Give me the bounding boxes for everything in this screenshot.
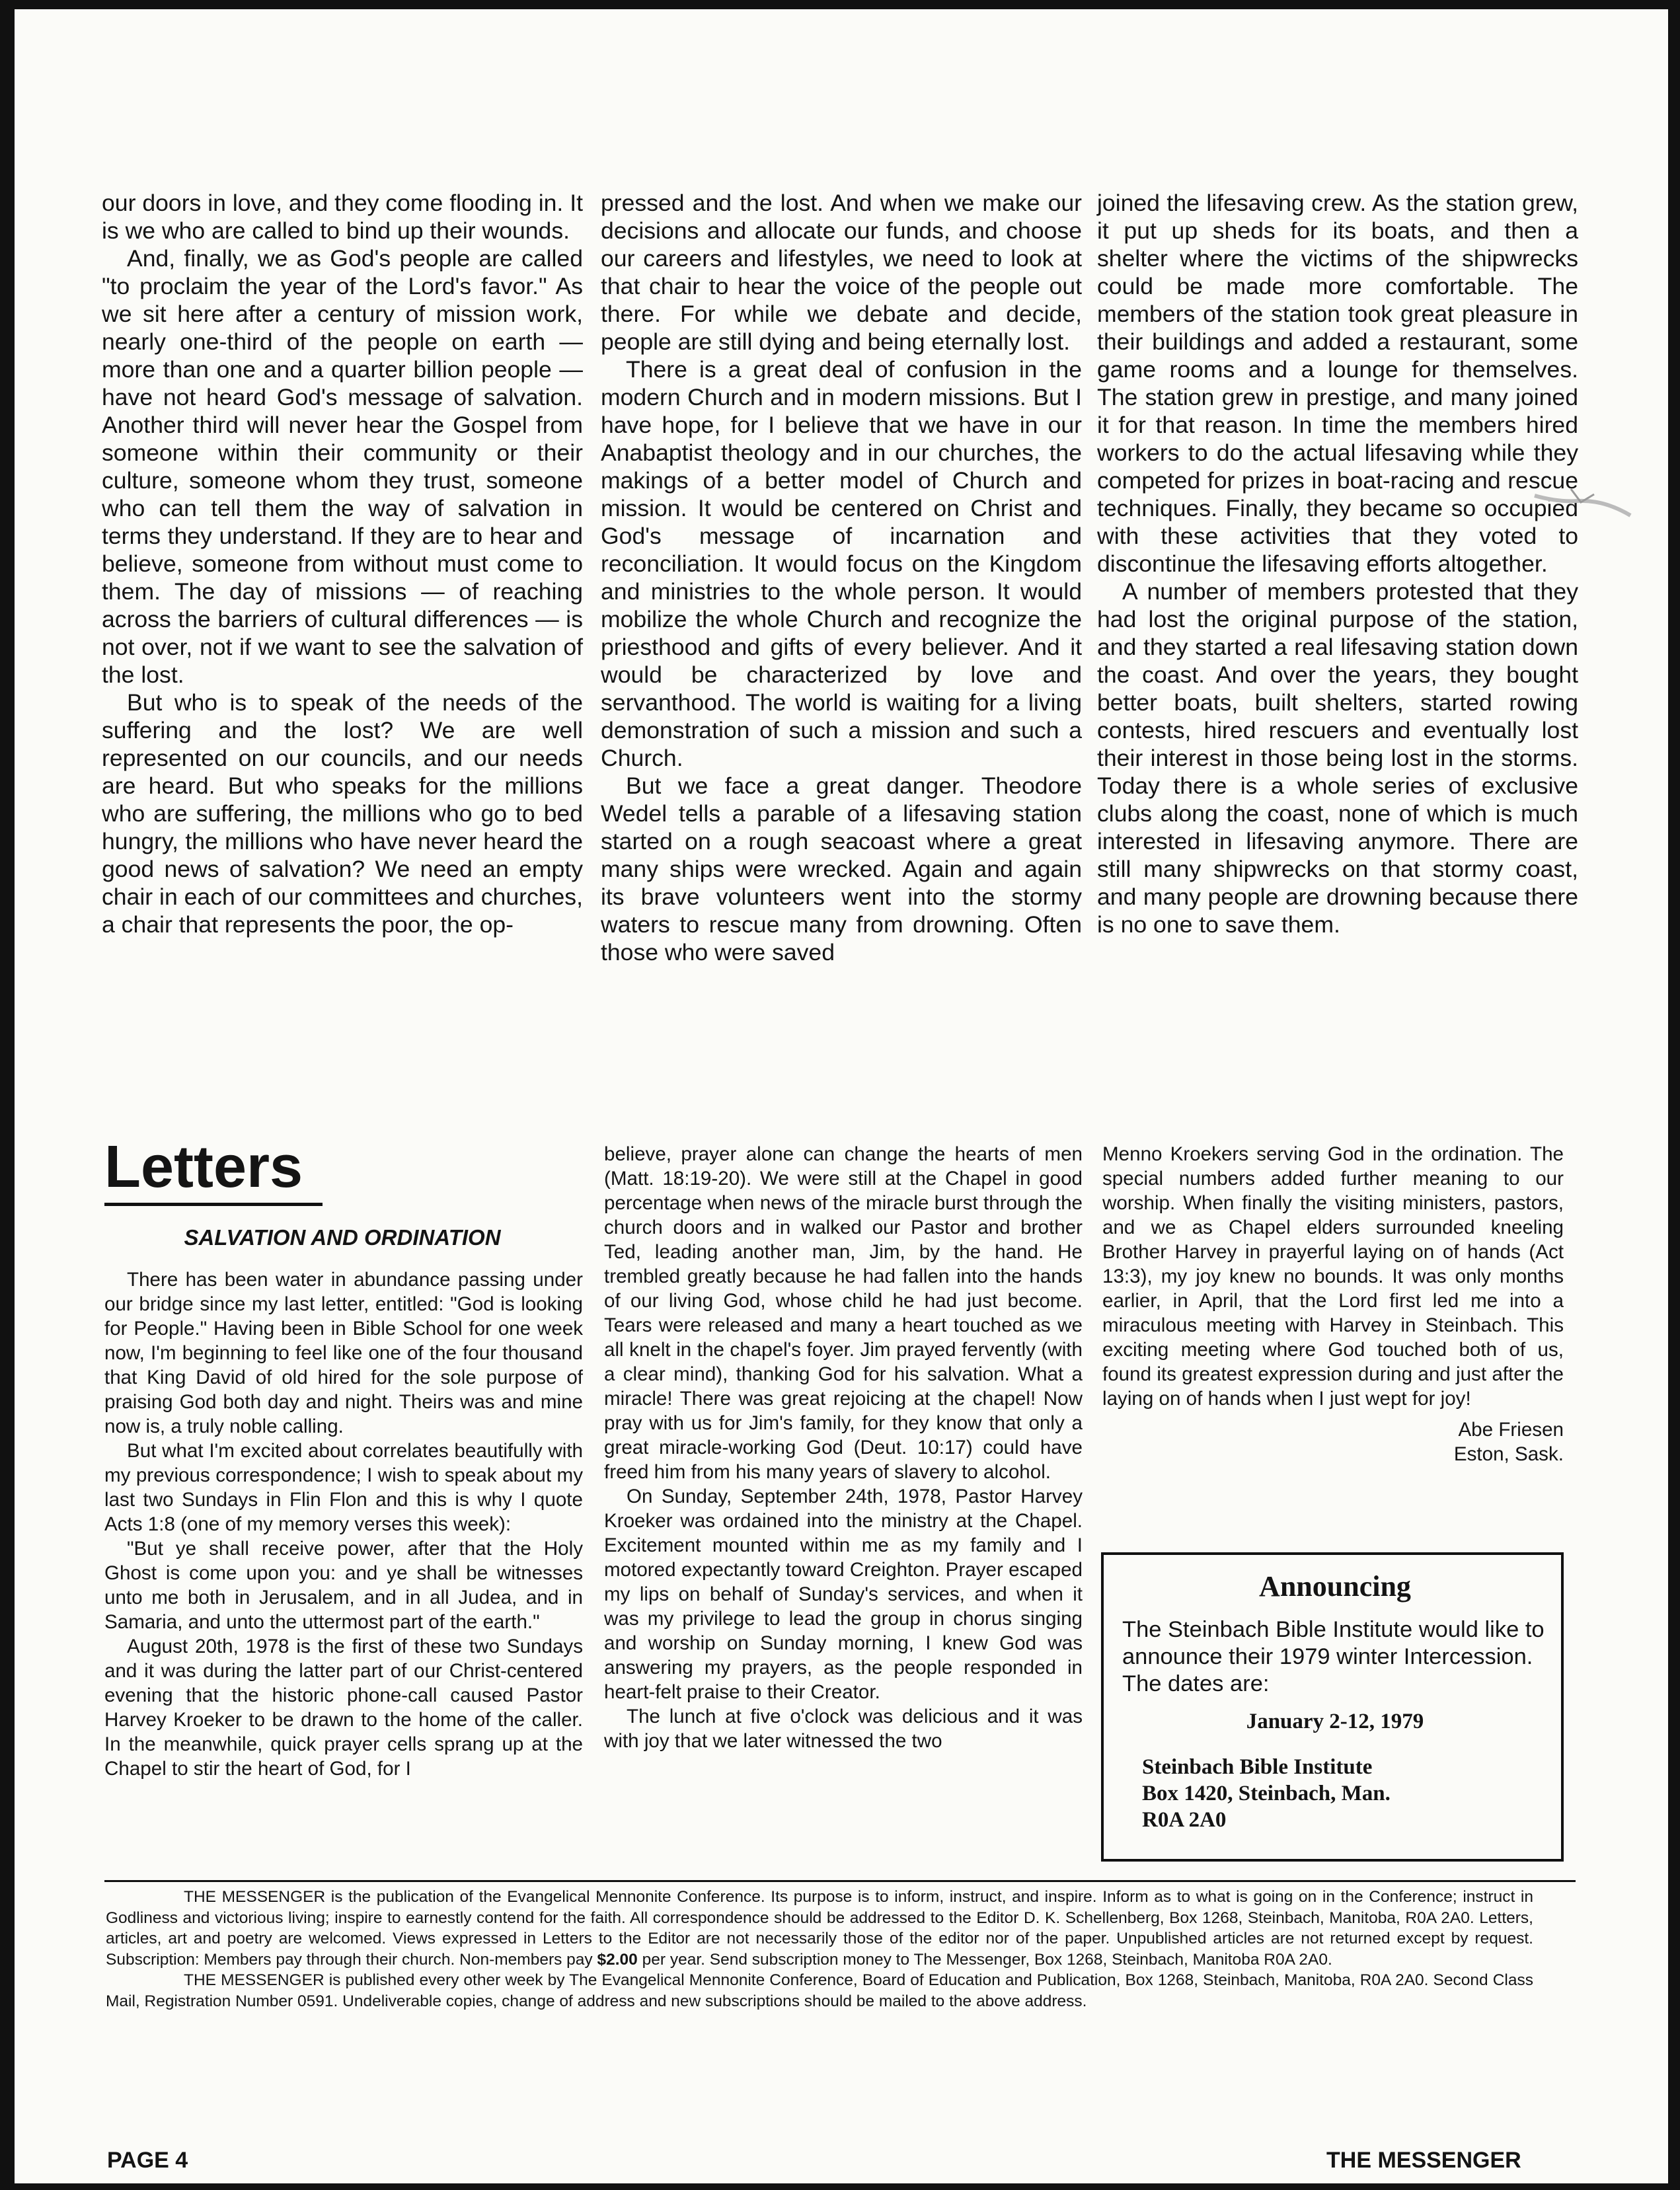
notice-text: THE MESSENGER is the publication of the Evangelical Mennonite Conference. Its purpose is to inform, instruct, and inspire. Inform as to what is going on in the Conference; instruct in Godliness and victorious living; inspire to earnestly contend for the faith. All correspondence should be addressed to the Editor D. K. Schellenberg, Box 1268, Steinbach, Manitoba, R0A 2A0. Letters, articles, art and poetry are welcomed. Views expressed in Letters to the Editor are not necessarily those of the editor nor of the paper. Unpublished articles are not returned except by request. Subscription: Members pay through their church. Non-members pay: [106, 1888, 1533, 1969]
masthead-footer: THE MESSENGER: [1326, 2148, 1521, 2173]
letters-column-1: [104, 1267, 583, 1781]
newspaper-page: [15, 9, 1668, 2183]
letter-subtitle: SALVATION AND ORDINATION: [184, 1225, 501, 1250]
letter-paragraph: Menno Kroekers serving God in the ordination. The special numbers added further meaning to our worship. When finally the visiting ministers, pastors, and we as Chapel elders surrounded kneeling Brother Harvey in prayerful laying on of hands (Act 13:3), my joy knew no bounds. It was only months earlier, in April, that the Lord first led me into a miraculous meeting with Harvey in Steinbach. This exciting meeting where God touched both of us, found its greatest expression during and just after the laying on of hands when I just wept for joy!: [1102, 1143, 1564, 1410]
article-column-1: [102, 189, 583, 938]
letters-heading: Letters: [104, 1134, 323, 1206]
publication-notice: [106, 1887, 1533, 2012]
subscription-price: $2.00: [597, 1950, 638, 1969]
announcement-dates: January 2-12, 1979: [1246, 1710, 1424, 1733]
article-paragraph: pressed and the lost. And when we make our decisions and allocate our funds, and choose our careers and lifestyles, we need to look at that chair to hear the voice of the people out there. For while we debate and decide, people are still dying and being eternally lost.: [601, 190, 1082, 355]
letter-paragraph: "But ye shall receive power, after that the Holy Ghost is come upon you: and ye shall be witnesses unto me both in Jerusalem, and in all Judea, and in Samaria, and unto the uttermost part of the earth.": [104, 1538, 583, 1633]
letters-column-3: [1102, 1142, 1564, 1466]
letters-column-2: [604, 1142, 1083, 1753]
announcement-address-line: Box 1420, Steinbach, Man.: [1142, 1782, 1391, 1805]
article-column-3: [1097, 189, 1578, 938]
signature-name: Abe Friesen: [1458, 1419, 1564, 1441]
notice-paragraph-1: [106, 1887, 1533, 1970]
announcement-address-line: R0A 2A0: [1142, 1808, 1227, 1832]
article-column-2: [601, 189, 1082, 966]
page-number: PAGE 4: [107, 2148, 188, 2173]
letter-paragraph: On Sunday, September 24th, 1978, Pastor Harvey Kroeker was ordained into the ministry at the Chapel. Excitement mounted within me as my family and I motored expectantly toward Creighton. Prayer escaped my lips on behalf of Sunday's services, and when it was my privilege to lead the group in chorus singing and worship on Sunday morning, I knew God was answering my prayers, as the people responded in heart-felt praise to their Creator.: [604, 1486, 1083, 1703]
letter-paragraph: believe, prayer alone can change the hearts of men (Matt. 18:19-20). We were still at the Chapel in good percentage when news of the miracle burst through the church doors and in walked our Pastor and brother Ted, leading another man, Jim, by the hand. He trembled greatly because he had fallen into the hands of our living God, whose child he had just become. Tears were released and many a heart touched as we all knelt in the chapel's foyer. Jim prayed fervently (with a clear mind), thanking God for his salvation. What a miracle! There was great rejoicing at the chapel! Now pray with us for Jim's family, for they know that only a great miracle-working God (Deut. 10:17) could have freed him from his many years of slavery to alcohol.: [604, 1143, 1083, 1483]
letter-paragraph: But what I'm excited about correlates beautifully with my previous correspondence; I wish to speak about my last two Sundays in Flin Flon and this is why I quote Acts 1:8 (one of my memory verses this week):: [104, 1440, 583, 1535]
paper-tear-mark: [1531, 482, 1637, 522]
notice-text: per year. Send subscription money to The Messenger, Box 1268, Steinbach, Manitoba R0A 2A0.: [642, 1950, 1332, 1969]
article-paragraph: joined the lifesaving crew. As the station grew, it put up sheds for its boats, and then a shelter where the victims of the shipwrecks could be made more comfortable. The members of the station took great pleasure in their buildings and added a restaurant, some game rooms and a lounge for themselves. The station grew in prestige, and many joined it for that reason. In time the members hired workers to do the actual lifesaving while they competed for prizes in boat-racing and rescue techniques. Finally, they became so occupied with these activities that they voted to discontinue the lifesaving efforts altogether.: [1097, 190, 1578, 577]
article-paragraph: our doors in love, and they come flooding in. It is we who are called to bind up their wounds.: [102, 190, 583, 244]
announcement-address-line: Steinbach Bible Institute: [1142, 1755, 1373, 1779]
footer-divider: [104, 1880, 1576, 1882]
article-paragraph: A number of members protested that they had lost the original purpose of the station, and they started a real lifesaving station down the coast. And over the years, they bought better boats, built shelters, started rowing contests, hired rescuers and eventually lost their interest in those being lost in the storms. Today there is a whole series of exclusive clubs along the coast, none of which is much interested in lifesaving anymore. There are still many shipwrecks on that stormy coast, and many people are drowning because there is no one to save them.: [1097, 578, 1578, 938]
article-paragraph: But we face a great danger. Theodore Wedel tells a parable of a lifesaving station started on a rough seacoast where a great many ships were wrecked. Again and again its brave volunteers went into the stormy waters to rescue many from drowning. Often those who were saved: [601, 773, 1082, 965]
letter-paragraph: August 20th, 1978 is the first of these two Sundays and it was during the latter part of our Christ-centered evening that the historic phone-call caused Pastor Harvey Kroeker to be drawn to the home of the caller. In the meanwhile, quick prayer cells sprang up at the Chapel to stir the heart of God, for I: [104, 1636, 583, 1780]
letter-paragraph: There has been water in abundance passing under our bridge since my last letter, entitled: "God is looking for People." Having been in Bible School for one week now, I'm beginning to feel like one of the four thousand that King David of old hired for the sole purpose of praising God both day and night. Theirs was and mine now is, a truly noble calling.: [104, 1269, 583, 1437]
announcement-box: [1101, 1552, 1564, 1862]
article-paragraph: There is a great deal of confusion in the modern Church and in modern missions. But I have hope, for I believe that we have in our Anabaptist theology and in our churches, the makings of a better model of Church and mission. It would be centered on Christ and God's message of incarnation and reconciliation. It would focus on the Kingdom and ministries to the whole person. It would mobilize the whole Church and recognize the priesthood and gifts of every believer. And it would be characterized by love and servanthood. The world is waiting for a living demonstration of such a mission and such a Church.: [601, 356, 1082, 771]
signature-place: Eston, Sask.: [1453, 1443, 1564, 1465]
notice-paragraph-2: THE MESSENGER is published every other week by The Evangelical Mennonite Conference, Board of Education and Publication, Box 1268, Steinbach, Manitoba, R0A 2A0. Second Class Mail, Registration Number 0591. Undeliverable copies, change of address and new subscriptions should be mailed to the above address.: [106, 1971, 1533, 2010]
announcement-title: Announcing: [1259, 1570, 1411, 1603]
announcement-body: The Steinbach Bible Institute would like to announce their 1979 winter Intercession. The dates are:: [1122, 1617, 1545, 1696]
letter-paragraph: The lunch at five o'clock was delicious and it was with joy that we later witnessed the two: [604, 1706, 1083, 1752]
article-paragraph: But who is to speak of the needs of the suffering and the lost? We are well represented on our councils, and our needs are heard. But who speaks for the millions who are suffering, the millions who go to bed hungry, the millions who have never heard the good news of salvation? We need an empty chair in each of our committees and churches, a chair that represents the poor, the op-: [102, 689, 583, 938]
article-paragraph: And, finally, we as God's people are called "to proclaim the year of the Lord's favor." As we sit here after a century of mission work, nearly one-third of the people on earth — more than one and a quarter billion people — have not heard God's message of salvation. Another third will never hear the Gospel from someone within their community or their culture, someone whom they trust, someone who can tell them the way of salvation in terms they understand. If they are to hear and believe, someone from without must come to them. The day of missions — of reaching across the barriers of cultural differences — is not over, not if we want to see the salvation of the lost.: [102, 245, 583, 688]
